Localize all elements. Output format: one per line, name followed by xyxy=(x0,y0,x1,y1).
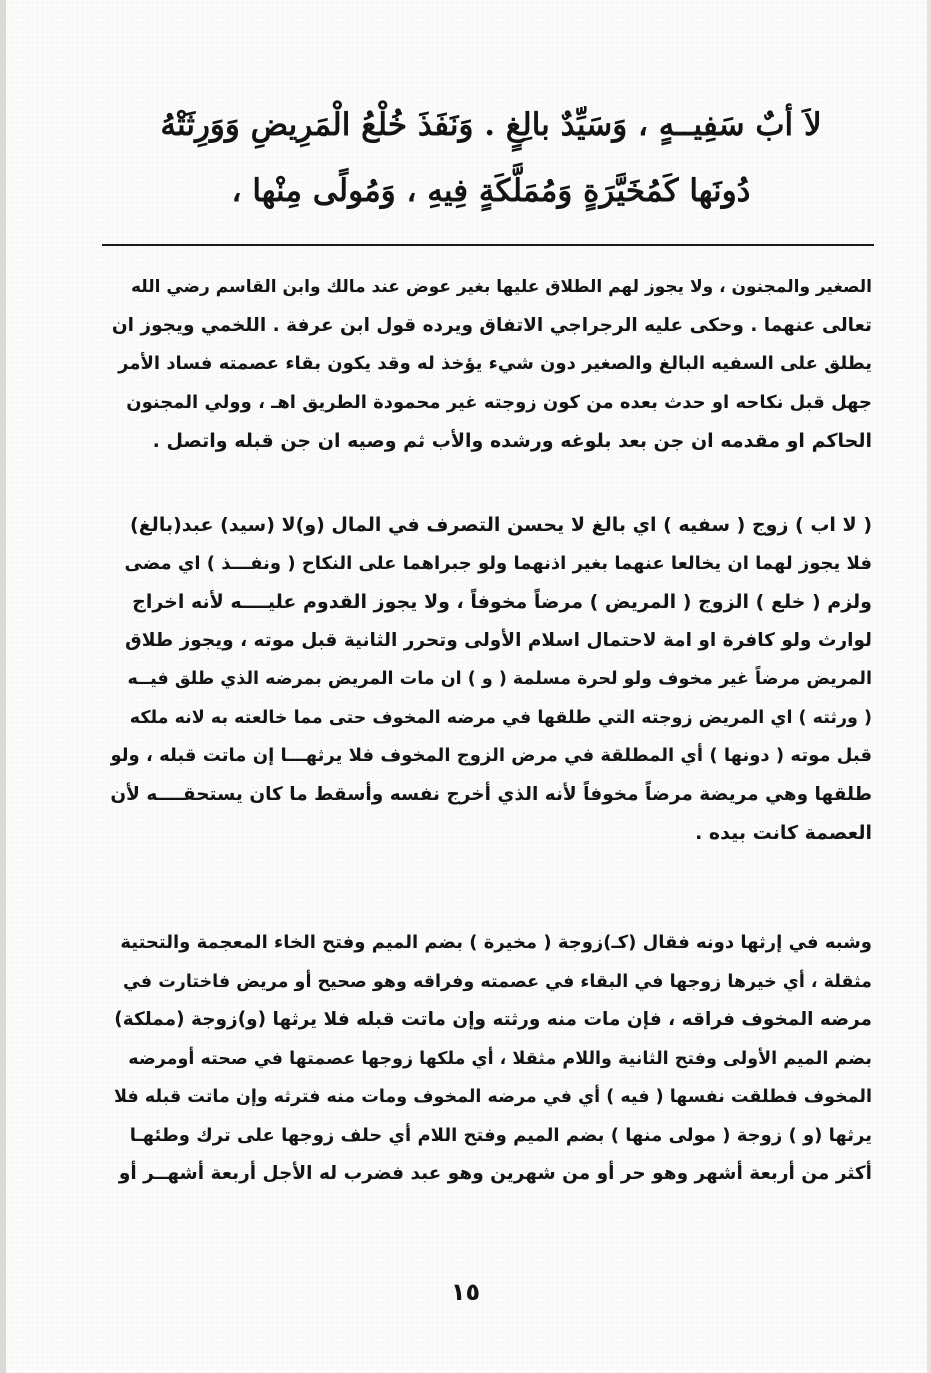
text-line: المخوف فطلقت نفسها ( فيه ) أي في مرضه المخوف ومات منه فترثه وإن ماتت قبله فلا xyxy=(114,1087,872,1107)
text-line: المريض مرضاً غير مخوف ولو لحرة مسلمة ( و ) ان مات المريض بمرضه الذي طلق فيــه xyxy=(127,669,872,689)
text-line: يطلق على السفيه البالغ والصغير دون شيء يؤخذ له وقد يكون بقاء عصمته فساد الأمر xyxy=(118,353,872,374)
text-line: أكثر من أربعة أشهر وهو حر أو من شهرين وهو عبد فضرب له الأجل أربعة أشهــر أو xyxy=(118,1163,872,1184)
matn-line-1: لاَ أبٌ سَفِيــهٍ ، وَسَيِّدٌ بالِغٍ . وَنَفَذَ خُلْعُ الْمَرِيضِ وَوَرِثَتْهُ xyxy=(160,107,822,143)
text-line: بضم الميم الأولى وفتح الثانية واللام مثقلا ، أي ملكها زوجها عصمتها في صحته أومرضه xyxy=(128,1048,872,1069)
page-number: ١٥ xyxy=(450,1278,481,1306)
page-left-edge xyxy=(0,0,6,1373)
text-line: لوارث ولو كافرة او امة لاحتمال اسلام الأولى وتحرر الثانية قبل موته ، ويجوز طلاق xyxy=(125,629,872,651)
text-line: الصغير والمجنون ، ولا يجوز لهم الطلاق عليها بغير عوض عند مالك وابن القاسم رضي الله xyxy=(130,277,872,297)
separator-rule xyxy=(102,244,874,246)
text-line: ( ورثته ) اي المريض زوجته التي طلقها في مرضه المخوف حتى مما خالعته به لانه ملكه xyxy=(129,707,872,728)
commentary-paragraph-1 xyxy=(110,268,872,461)
text-line: وشبه في إرثها دونه فقال (كـ)زوجة ( مخيرة ) بضم الميم وفتح الخاء المعجمة والتحتية xyxy=(120,932,872,953)
text-line: قبل موته ( دونها ) أي المطلقة في مرض الزوج المخوف فلا يرثهـــا إن ماتت قبله ، ولو xyxy=(110,745,872,766)
text-line: ولزم ( خلع ) الزوج ( المريض ) مرضاً مخوفاً ، ولا يجوز القدوم عليــــه لأنه اخراج xyxy=(132,591,872,613)
text-line: الحاكم او مقدمه ان جن بعد بلوغه ورشده والأب ثم وصيه ان جن قبله واتصل . xyxy=(152,430,872,452)
commentary-paragraph-2 xyxy=(110,506,872,853)
matn-verse xyxy=(110,92,872,224)
text-line: تعالى عنهما . وحكى عليه الرجراجي الاتفاق ويرده قول ابن عرفة . اللخمي ويجوز ان xyxy=(111,314,872,336)
commentary-paragraph-3 xyxy=(110,924,872,1194)
text-line: جهل قبل نكاحه او حدث بعده من كون زوجته غير محمودة الطريق اهـ ، وولي المجنون xyxy=(126,391,872,413)
text-line: العصمة كانت بيده . xyxy=(695,822,872,844)
text-line: طلقها وهي مريضة مرضاً مخوفاً لأنه الذي أخرج نفسه وأسقط ما كان يستحقــــه لأن xyxy=(110,783,872,805)
matn-line-2: دُونَها كَمُخَيَّرَةٍ وَمُمَلَّكَةٍ فِيهِ ، وَمُولًى مِنْها ، xyxy=(231,173,751,209)
text-line: ( لا اب ) زوج ( سفيه ) اي بالغ لا يحسن التصرف في المال (و)لا (سيد) عبد(بالغ) xyxy=(130,514,872,536)
text-line: مرضه المخوف فراقه ، فإن مات منه ورثته وإن ماتت قبله فلا يرثها (و)زوجة (مملكة) xyxy=(114,1009,872,1030)
text-line: يرثها (و ) زوجة ( مولى منها ) بضم الميم وفتح اللام أي حلف زوجها على ترك وطئهـا xyxy=(129,1124,872,1146)
page-right-edge xyxy=(927,0,931,1373)
text-line: مثقلة ، أي خيرها زوجها في البقاء في عصمته وفراقه وهو صحيح أو مريض فاختارت في xyxy=(122,971,872,992)
text-line: فلا يجوز لهما ان يخالعا عنهما بغير اذنهما ولو جبراهما على النكاح ( ونفـــذ ) اي مضى xyxy=(124,552,872,574)
